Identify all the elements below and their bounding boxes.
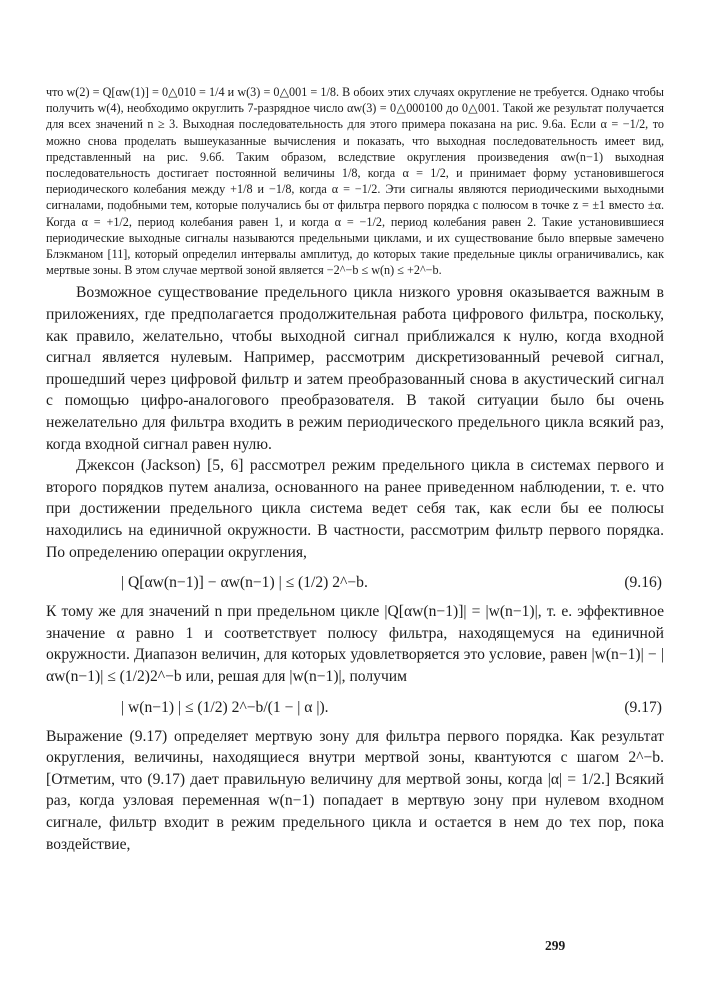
equation-text: | Q[αw(n−1)] − αw(n−1) | ≤ (1/2) 2^−b. [121, 574, 368, 592]
equation-9-16 [46, 574, 664, 592]
paragraph-after-9-17: Выражение (9.17) определяет мертвую зону для фильтра первого порядка. Как результат округления, величины, находящиеся внутри мертвой зоны, квантуются с шагом 2^−b. [Отметим, что (9.17) дает правильную величину для мертвой зоны, когда |α| = 1/2.] Всякий раз, когда узловая переменная w(n−1) попадает в мертвую зону при нулевом входном сигнале, фильтр входит в режим предельного цикла и остается в нем до тех пор, пока воздействие, [46, 727, 664, 853]
equation-number: (9.17) [624, 698, 662, 716]
equation-9-17 [46, 699, 664, 717]
equation-text: | w(n−1) | ≤ (1/2) 2^−b/(1 − | α |). [121, 698, 329, 716]
paragraph-after-9-16: К тому же для значений n при предельном цикле |Q[αw(n−1)]| = |w(n−1)|, т. е. эффективное значение α равно 1 и соответствует полюсу фильтра, находящемуся на единичной окружности. Диапазон величин, для которых удовлетворяется это условие, равен |w(n−1)| − |αw(n−1)| ≤ (1/2)2^−b или, решая для |w(n−1)|, получим [46, 603, 664, 685]
equation-number: (9.16) [624, 574, 662, 592]
page-body [46, 84, 664, 855]
paragraph-limit-cycle-importance: Возможное существование предельного цикла низкого уровня оказывается важным в приложениях, где предполагается продолжительная работа цифрового фильтра, поскольку, как правило, желательно, чтобы выходной сигнал приближался к нулю, когда входной сигнал является нулевым. Например, рассмотрим дискретизованный речевой сигнал, прошедший через цифровой фильтр и затем преобразованный снова в акустический сигнал с помощью цифро-аналогового преобразователя. В такой ситуации было бы очень нежелательно для фильтра входить в режим периодического предельного цикла всякий раз, когда входной сигнал равен нулю. [46, 284, 664, 453]
small-print-paragraph: что w(2) = Q[αw(1)] = 0△010 = 1/4 и w(3) = 0△001 = 1/8. В обоих этих случаях округление не требуется. Однако чтобы получить w(4), необходимо округлить 7-разрядное число αw(3) = 0△000100 до 0△001. Такой же результат получается для всех значений n ≥ 3. Выходная последовательность для этого примера показана на рис. 9.6а. Если α = −1/2, то можно снова проделать вышеуказанные вычисления и показать, что выходная последовательность имеет вид, представленный на рис. 9.6б. Таким образом, вследствие округления произведения αw(n−1) выходная последовательность достигает постоянной величины 1/8, когда α = 1/2, и принимает форму установившегося периодического колебания между +1/8 и −1/8, когда α = −1/2. Эти сигналы являются периодическими выходными сигналами, подобными тем, которые получались бы от фильтра первого порядка с полюсом в точке z = ±1 вместо ±α. Когда α = +1/2, период колебания равен 1, и когда α = −1/2, период колебания равен 2. Такие установившиеся периодические выходные сигналы называются предельными циклами, и их существование было впервые замечено Блэкманом [11], который определил интервалы амплитуд, до которых такие предельные циклы ограничивались, как мертвые зоны. В этом случае мертвой зоной является −2^−b ≤ w(n) ≤ +2^−b. [46, 85, 664, 278]
paragraph-jackson: Джексон (Jackson) [5, 6] рассмотрел режим предельного цикла в системах первого и второго порядков путем анализа, основанного на ранее приведенном наблюдении, т. е. что при достижении предельного цикла система ведет себя так, как если бы ее полюсы находились на единичной окружности. В частности, рассмотрим фильтр первого порядка. По определению операции округления, [46, 457, 664, 561]
page-number: 299 [545, 938, 566, 953]
